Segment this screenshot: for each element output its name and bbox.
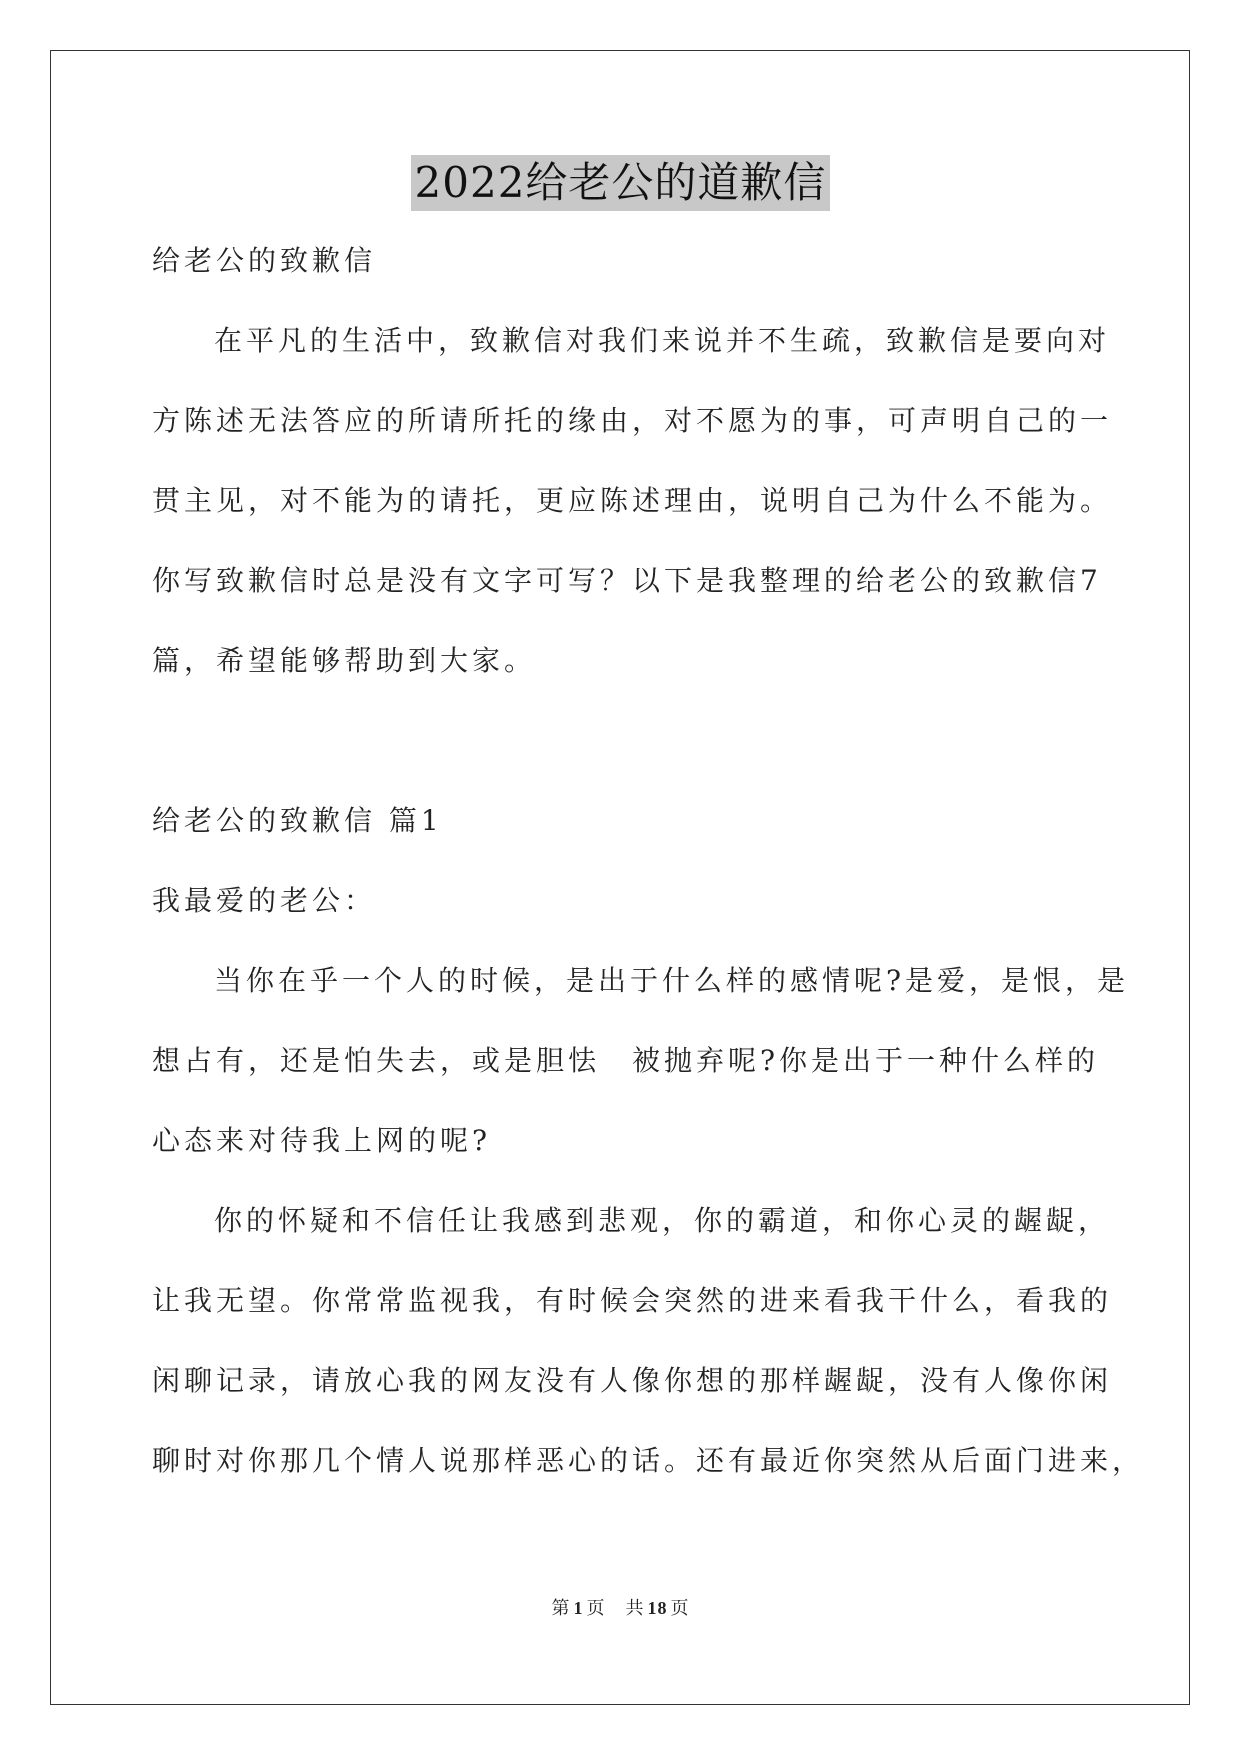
document-title: 2022给老公的道歉信 bbox=[411, 155, 831, 211]
total-prefix: 共 bbox=[625, 1598, 645, 1618]
body-text-line: 篇，希望能够帮助到大家。 bbox=[152, 644, 537, 677]
body-text-line: 你的怀疑和不信任让我感到悲观，你的霸道，和你心灵的龌龊， bbox=[214, 1204, 1111, 1237]
total-unit: 页 bbox=[670, 1598, 690, 1618]
page-unit: 页 bbox=[586, 1598, 606, 1618]
document-body bbox=[152, 236, 1145, 1516]
body-text-line: 给老公的致歉信 bbox=[152, 244, 377, 277]
body-text-line: 闲聊记录，请放心我的网友没有人像你想的那样龌龊，没有人像你闲 bbox=[152, 1364, 1113, 1397]
body-text-line: 在平凡的生活中，致歉信对我们来说并不生疏，致歉信是要向对 bbox=[214, 324, 1111, 357]
total-page-number: 18 bbox=[647, 1598, 668, 1618]
body-text-line: 想占有，还是怕失去，或是胆怯 被抛弃呢?你是出于一种什么样的 bbox=[152, 1044, 1100, 1077]
body-text-line: 心态来对待我上网的呢? bbox=[152, 1124, 492, 1157]
body-text-line: 我最爱的老公： bbox=[152, 884, 377, 917]
body-text-line: 你写致歉信时总是没有文字可写？以下是我整理的给老公的致歉信7 bbox=[152, 564, 1102, 597]
body-text-line: 当你在乎一个人的时候，是出于什么样的感情呢?是爱，是恨，是 bbox=[214, 964, 1130, 997]
current-page-number: 1 bbox=[573, 1598, 584, 1618]
page-prefix: 第 bbox=[551, 1598, 571, 1618]
body-text-line: 聊时对你那几个情人说那样恶心的话。还有最近你突然从后面门进来， bbox=[152, 1444, 1145, 1477]
page-footer bbox=[0, 1594, 1241, 1620]
body-text-line: 让我无望。你常常监视我，有时候会突然的进来看我干什么，看我的 bbox=[152, 1284, 1113, 1317]
body-text-line: 给老公的致歉信 篇1 bbox=[152, 804, 443, 837]
paragraph-spacer bbox=[152, 716, 1092, 796]
body-text-line: 方陈述无法答应的所请所托的缘由，对不愿为的事，可声明自己的一 bbox=[152, 404, 1113, 437]
title-container bbox=[0, 155, 1241, 211]
body-text-line: 贯主见，对不能为的请托，更应陈述理由，说明自己为什么不能为。 bbox=[152, 484, 1113, 517]
